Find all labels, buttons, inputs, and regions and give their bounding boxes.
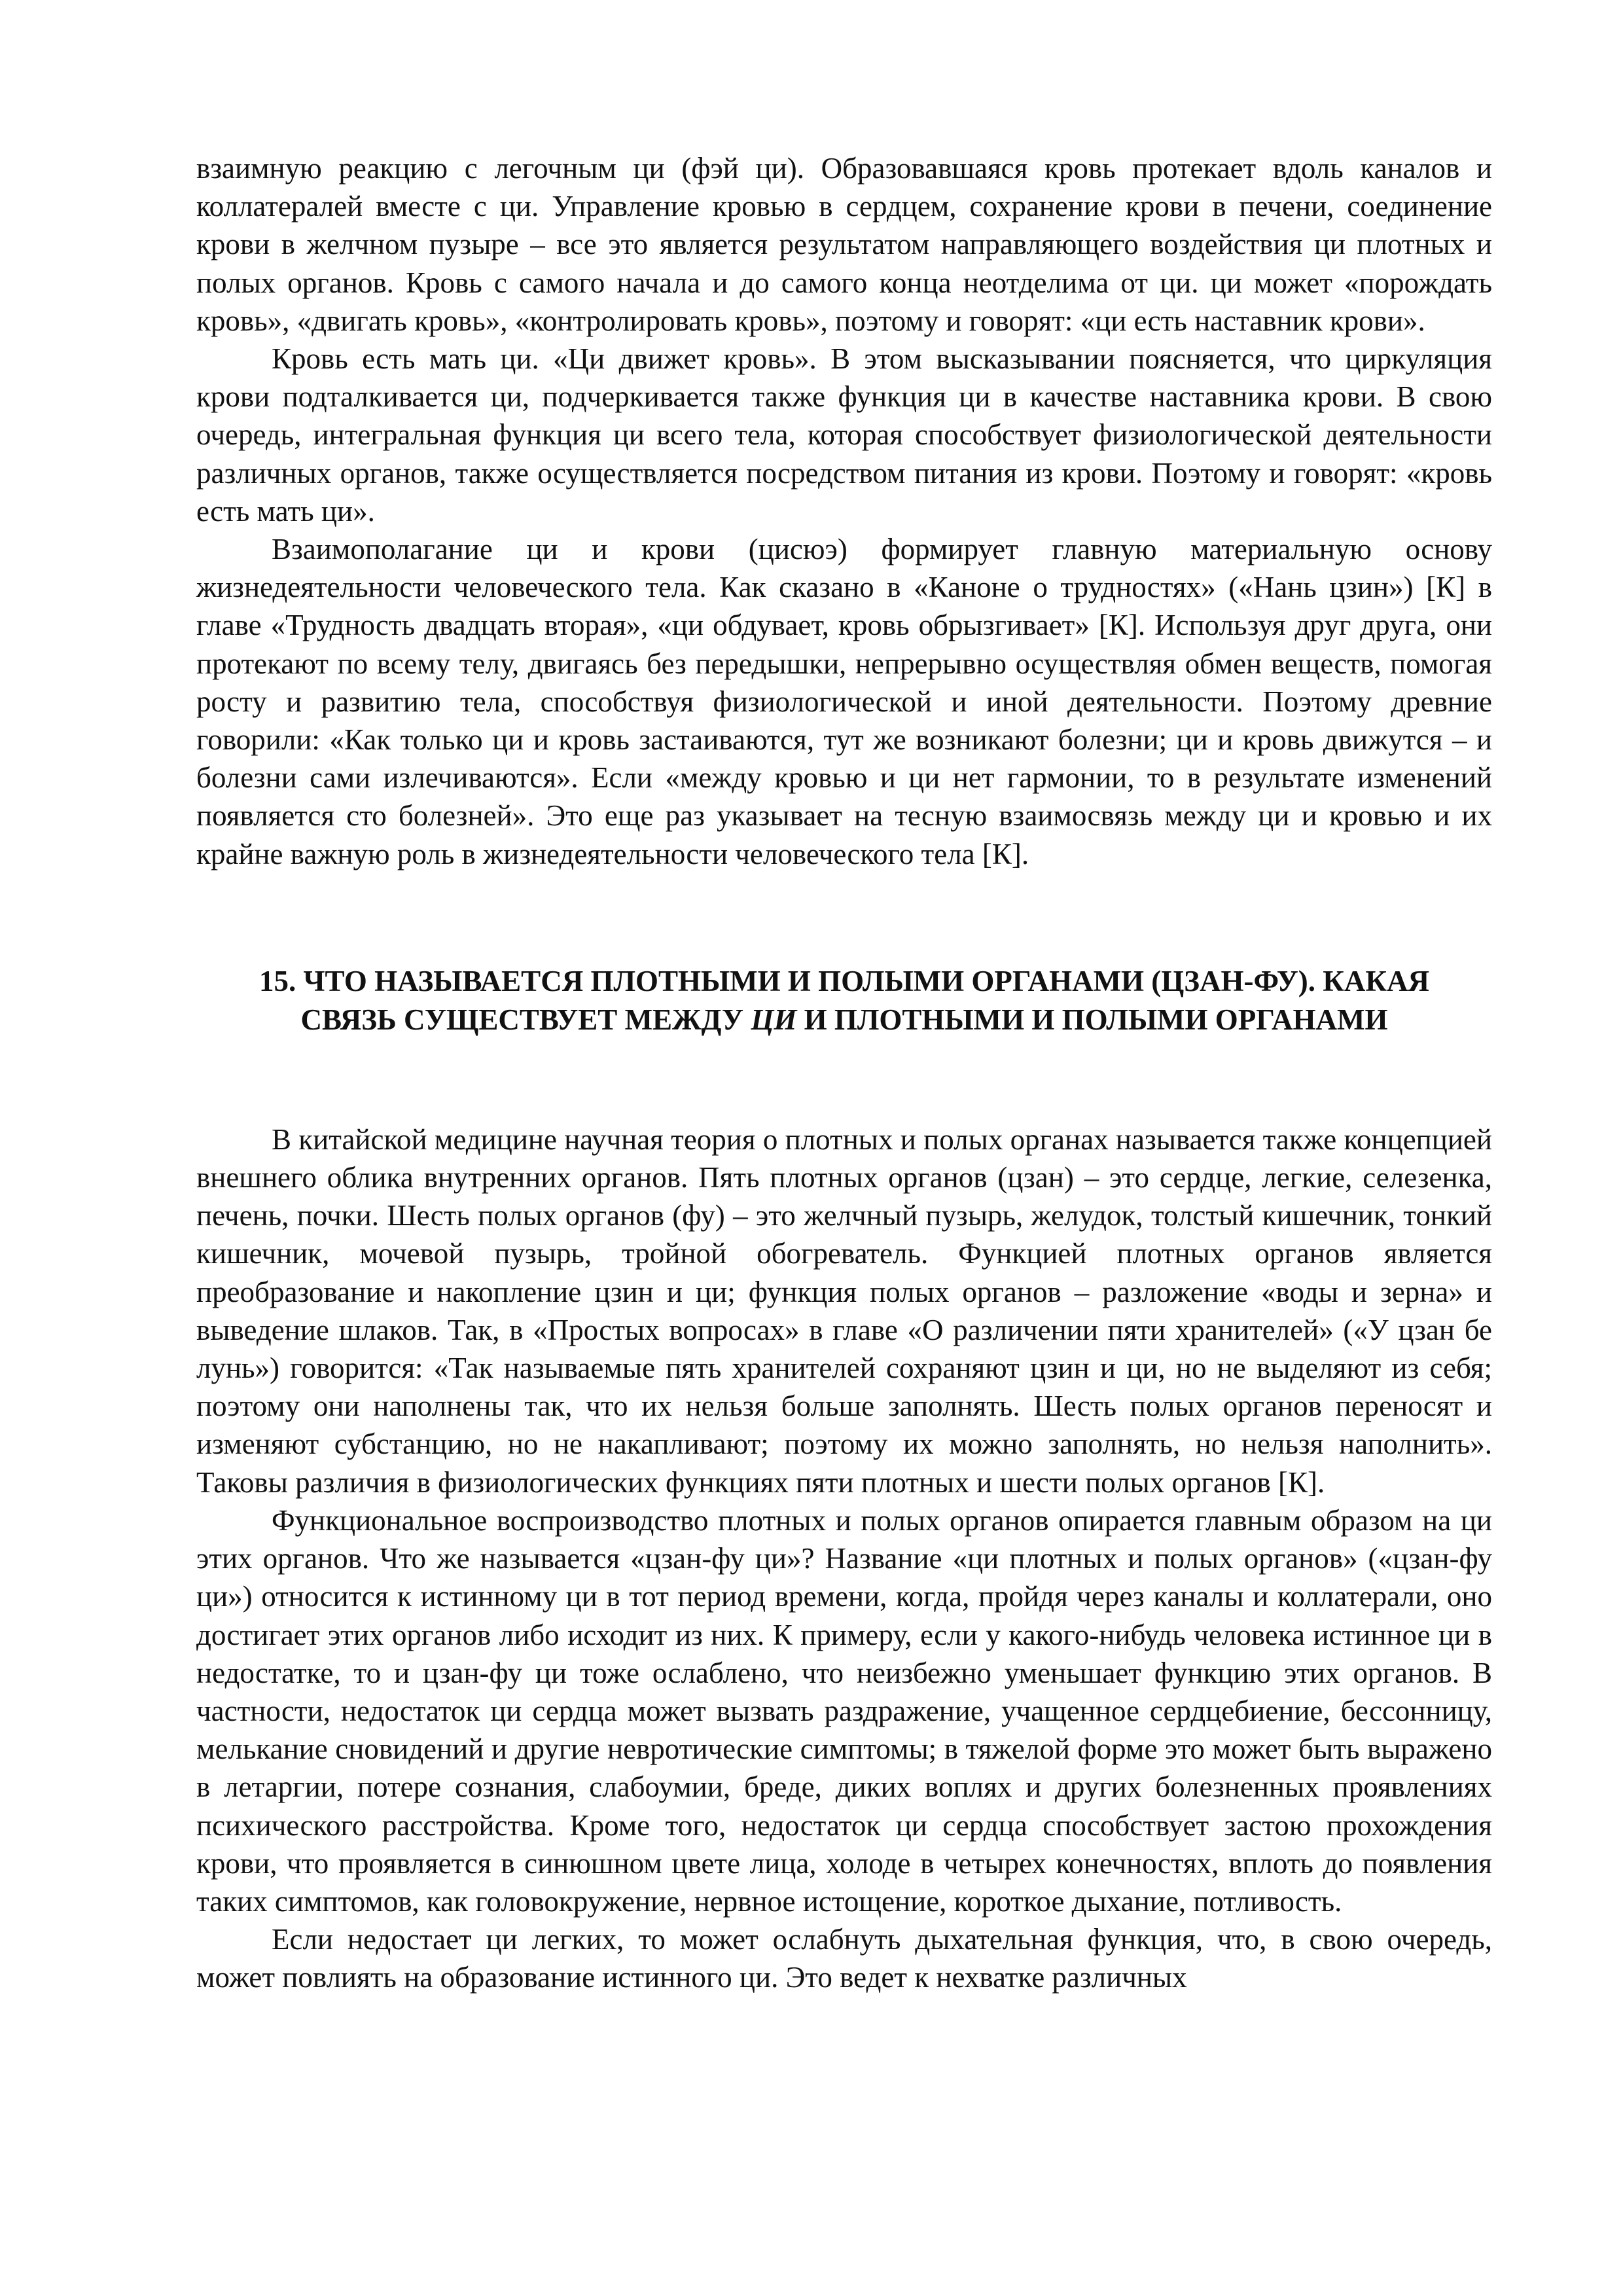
paragraph-blood-mother-of-qi: Кровь есть мать ци. «Ци движет кровь». В этом высказывании поясняется, что циркуляция крови подталкивается ци, подчеркивается также функция ци в качестве наставника крови. В свою очередь, интегральная функция ци всего тела, которая способствует физиологической деятельности различных органов, также осуществляется посредством питания из крови. Поэтому и говорят: «кровь есть мать ци». <box>196 342 1492 528</box>
heading-line-1: 15. ЧТО НАЗЫВАЕТСЯ ПЛОТНЫМИ И ПОЛЫМИ ОРГАНАМИ (ЦЗАН-ФУ). КАКАЯ <box>259 964 1430 997</box>
paragraph-qi-blood-reaction: взаимную реакцию с легочным ци (фэй ци). Образовавшаяся кровь протекает вдоль каналов и коллатералей вместе с ци. Управление кровью в сердцем, сохранение крови в печени, соединение крови в желчном пузыре – все это является результатом направляющего воздействия ци плотных и полых органов. Кровь с самого начала и до самого конца неотделима от ци. ци может «порождать кровь», «двигать кровь», «контролировать кровь», поэтому и говорят: «ци есть наставник крови». <box>196 152 1492 337</box>
heading-line-2-start: СВЯЗЬ СУЩЕСТВУЕТ МЕЖДУ <box>300 1003 751 1036</box>
document-page <box>196 149 1492 1997</box>
paragraph-zang-fu-qi: Функциональное воспроизводство плотных и полых органов опирается главным образом на ци этих органов. Что же называется «цзан-фу ци»? Название «ци плотных и полых органов» («цзан-фу ци») относится к истинному ци в тот период времени, когда, пройдя через каналы и коллатерали, оно достигает этих органов либо исходит из них. К примеру, если у какого-нибудь человека истинное ци в недостатке, то и цзан-фу ци тоже ослаблено, что неизбежно уменьшает функцию этих органов. В частности, недостаток ци сердца может вызвать раздражение, учащенное сердцебиение, бессонницу, мелькание сновидений и другие невротические симптомы; в тяжелой форме это может быть выражено в летаргии, потере сознания, слабоумии, бреде, диких воплях и других болезненных проявлениях психического расстройства. Кроме того, недостаток ци сердца способствует застою прохождения крови, что проявляется в синюшном цвете лица, холоде в четырех конечностях, вплоть до появления таких симптомов, как головокружение, нервное истощение, короткое дыхание, потливость. <box>196 1503 1492 1918</box>
paragraph-qi-blood-interdependence: Взаимополагание ци и крови (цисюэ) формирует главную материальную основу жизнедеятельности человеческого тела. Как сказано в «Каноне о трудностях» («Нань цзин») [К] в главе «Трудность двадцать вторая», «ци обдувает, кровь обрызгивает» [К]. Используя друг друга, они протекают по всему телу, двигаясь без передышки, непрерывно осуществляя обмен веществ, помогая росту и развитию тела, способствуя физиологической и иной деятельности. Поэтому древние говорили: «Как только ци и кровь застаиваются, тут же возникают болезни; ци и кровь движутся – и болезни сами излечиваются». Если «между кровью и ци нет гармонии, то в результате изменений появляется сто болезней». Это еще раз указывает на тесную взаимосвязь между ци и кровью и их крайне важную роль в жизнедеятельности человеческого тела [К]. <box>196 533 1492 870</box>
paragraph-zang-fu-theory: В китайской медицине научная теория о плотных и полых органах называется также концепцией внешнего облика внутренних органов. Пять плотных органов (цзан) – это сердце, легкие, селезенка, печень, почки. Шесть полых органов (фу) – это желчный пузырь, желудок, толстый кишечник, тонкий кишечник, мочевой пузырь, тройной обогреватель. Функцией плотных органов является преобразование и накопление цзин и ци; функция полых органов – разложение «воды и зерна» и выведение шлаков. Так, в «Простых вопросах» в главе «О различении пяти хранителей» («У цзан бе лунь») говорится: «Так называемые пять хранителей сохраняют цзин и ци, но не выделяют из себя; поэтому они наполнены так, что их нельзя больше заполнять. Шесть полых органов переносят и изменяют субстанцию, но не накапливают; поэтому их можно заполнять, но нельзя наполнить». Таковы различия в физиологических функциях пяти плотных и шести полых органов [К]. <box>196 1122 1492 1499</box>
heading-line-2-italic: ЦИ <box>751 1003 797 1036</box>
paragraph-lung-qi: Если недостает ци легких, то может ослабнуть дыхательная функция, что, в свою очередь, может повлиять на образование истинного ци. Это ведет к нехватке различных <box>196 1923 1492 1994</box>
heading-line-2-end: И ПЛОТНЫМИ И ПОЛЫМИ ОРГАНАМИ <box>796 1003 1388 1036</box>
section-heading <box>196 962 1492 1039</box>
